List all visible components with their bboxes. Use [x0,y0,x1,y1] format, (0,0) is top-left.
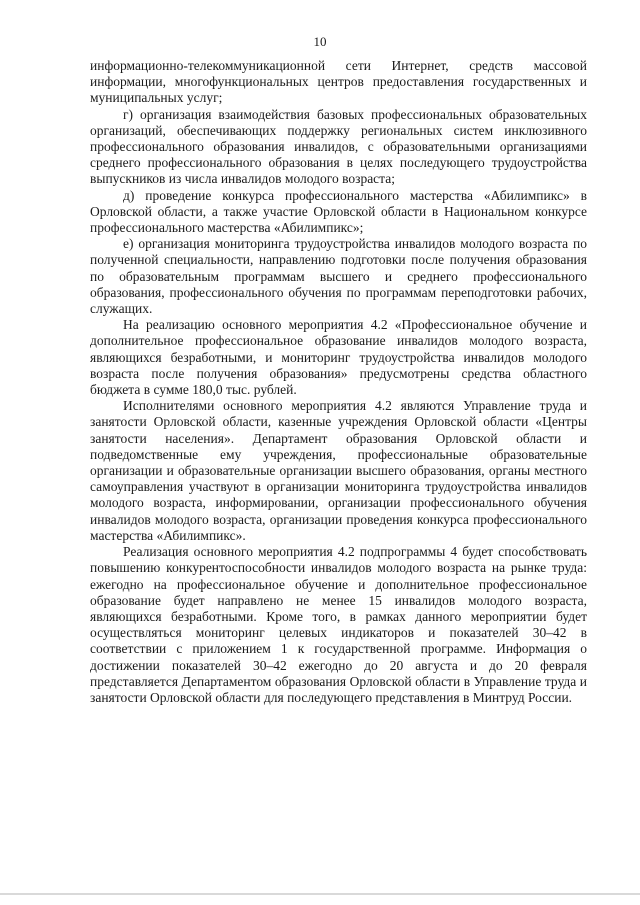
page-number: 10 [313,34,327,49]
paragraph-4: е) организация мониторинга трудоустройства инвалидов молодого возраста по полученной специальности, направлению подготовки после получения образования по образовательным программам высшего и среднего профессионального образования, профессионального обучения по программам переподготовки рабочих, служащих. [90,236,587,317]
document-body [90,58,587,706]
paragraph-5: На реализацию основного мероприятия 4.2 «Профессиональное обучение и дополнительное профессиональное образование инвалидов молодого возраста, являющихся безработными, и мониторинг трудоустройства инвалидов молодого возраста после получения образования» предусмотрены средства областного бюджета в сумме 180,0 тыс. рублей. [90,317,587,398]
paragraph-7: Реализация основного мероприятия 4.2 подпрограммы 4 будет способствовать повышению конкурентоспособности инвалидов молодого возраста на рынке труда: ежегодно на профессиональное обучение и дополнительное профессиональное образование будет направлено не менее 15 инвалидов молодого возраста, являющихся безработными. Кроме того, в рамках данного мероприятии будет осуществляться мониторинг целевых индикаторов и показателей 30–42 в соответствии с приложением 1 к государственной программе. Информация о достижении показателей 30–42 ежегодно до 20 августа и до 20 февраля представляется Департаментом образования Орловской области в Управление труда и занятости Орловской области для последующего представления в Минтруд России. [90,544,587,705]
paragraph-6: Исполнителями основного мероприятия 4.2 являются Управление труда и занятости Орловской области, казенные учреждения Орловской области «Центры занятости населения». Департамент образования Орловской области и подведомственные ему учреждения, профессиональные образовательные организации и образовательные организации высшего образования, органы местного самоуправления участвуют в организации мониторинга трудоустройства инвалидов молодого возраста, информировании, организации профессионального обучения инвалидов молодого возраста, организации проведения конкурса профессионального мастерства «Абилимпикс». [90,398,587,543]
paragraph-1: информационно-телекоммуникационной сети Интернет, средств массовой информации, многофункциональных центров предоставления государственных и муниципальных услуг; [90,58,587,106]
paragraph-3: д) проведение конкурса профессионального мастерства «Абилимпикс» в Орловской области, а также участие Орловской области в Национальном конкурсе профессионального мастерства «Абилимпикс»; [90,187,587,236]
page-bottom-edge [0,893,640,895]
paragraph-2: г) организация взаимодействия базовых профессиональных образовательных организаций, обеспечивающих поддержку региональных систем инклюзивного профессионального образования инвалидов, с образовательными организациями среднего профессионального образования в целях последующего трудоустройства выпускников из числа инвалидов молодого возраста; [90,106,587,187]
